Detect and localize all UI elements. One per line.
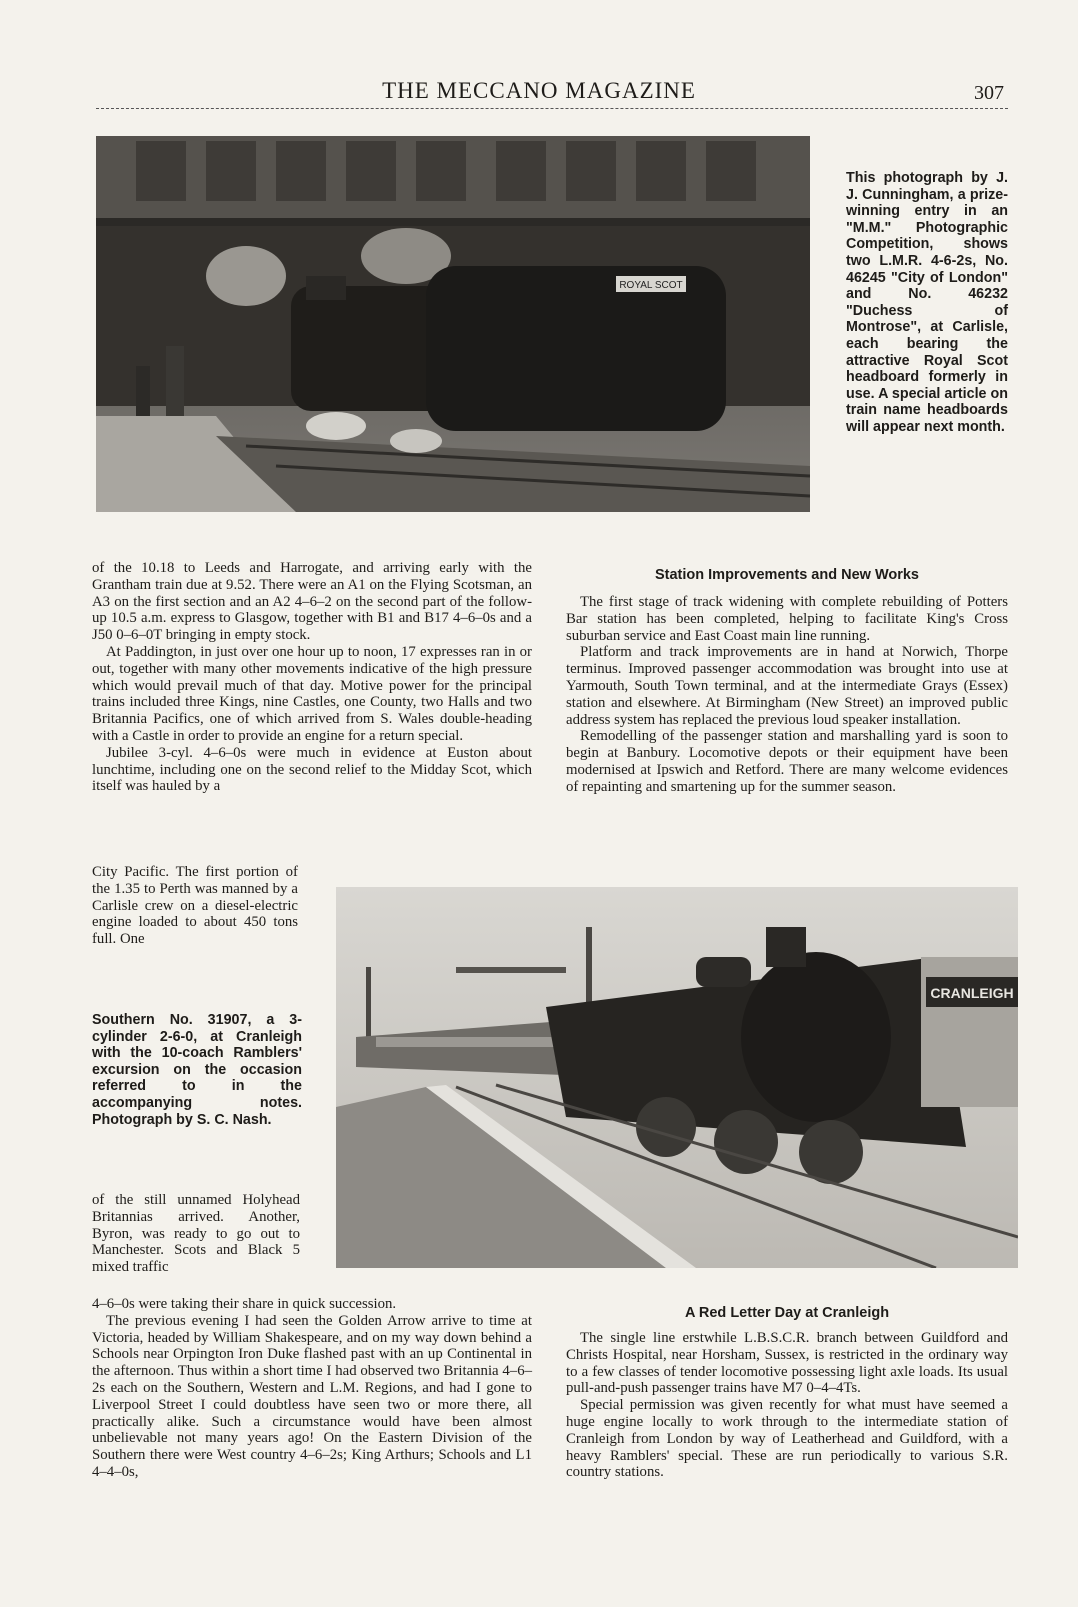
- station-paragraph: Platform and track improvements are in hand at Norwich, Thorpe terminus. Improved passenger accommodation was brought into use at Yarmouth, South Town terminal, and at the intermediate Grays (Essex) station and elsewhere. At Birmingham (New Street) an improved public address system has replaced the previous loud speaker installation.: [566, 644, 1008, 728]
- magazine-title: THE MECCANO MAGAZINE: [382, 78, 696, 103]
- cranleigh-body: [566, 1330, 1008, 1481]
- royal-scot-headboard: ROYAL SCOT: [619, 280, 683, 291]
- left-paragraph: Jubilee 3-cyl. 4–6–0s were much in evidence at Euston about lunchtime, including one on the second relief to the Midday Scot, which itself was hauled by a: [92, 744, 532, 795]
- station-improvements-heading: Station Improvements and New Works: [654, 567, 919, 583]
- station-paragraph: Remodelling of the passenger station and marshalling yard is soon to begin at Banbury. Locomotive depots or their equipment have been modernised at Ipswich and Retford. There are many welcome evidences of repainting and smartening up for the summer season.: [566, 728, 1008, 795]
- left-column-top: [92, 560, 532, 795]
- cranleigh-station-sign: CRANLEIGH: [930, 985, 1014, 1001]
- photo2-caption: Southern No. 31907, a 3-cylinder 2-6-0, at Cranleigh with the 10-coach Ramblers' excursion on the occasion referred to in the accompanying notes. Photograph by S. C. Nash.: [92, 1012, 302, 1128]
- photo1-caption: This photograph by J. J. Cunningham, a prize-winning entry in an "M.M." Photographic Competition, shows two L.M.R. 4-6-2s, No. 46245 "City of London" and No. 46232 "Duchess of Montrose", at Carlisle, each bearing the attractive Royal Scot headboard formerly in use. A special article on train name headboards will appear next month.: [846, 170, 1008, 435]
- left-narrow-2: [92, 1192, 300, 1276]
- left-paragraph: The previous evening I had seen the Golden Arrow arrive to time at Victoria, headed by William Shakespeare, and on my way down behind a Schools near Orpington Iron Duke flashed past with an up Continental in the afternoon. Thus within a short time I had observed two Britannia 4–6–2s each on the Southern, Western and L.M. Regions, and had I gone to Liverpool Street I could doubtless have seen two or more there, all practically alike. Such a circumstance would have been almost unbelievable not many years ago! On the Eastern Division of the Southern there were West country 4–6–2s; King Arthurs; Schools and L1 4–4–0s,: [92, 1312, 532, 1480]
- cranleigh-heading: A Red Letter Day at Cranleigh: [684, 1305, 890, 1321]
- header-rule: [96, 108, 1008, 109]
- left-paragraph: At Paddington, in just over one hour up to noon, 17 expresses ran in or out, together with many other movements indicative of the high pressure which would prevail much of that day. Motive power for the principal trains included three Kings, nine Castles, one County, two Halls and two Britannia Pacifics, one of which arrived from S. Wales double-heading with a Castle in order to provide an engine for a return special.: [92, 643, 532, 744]
- photo-cranleigh-illustration: [336, 887, 1018, 1268]
- left-narrow-text: of the still unnamed Holyhead Britannias arrived. Another, Byron, was ready to go out to Manchester. Scots and Black 5 mixed traffic: [92, 1192, 300, 1276]
- page-number: 307: [974, 82, 1004, 104]
- cranleigh-paragraph: Special permission was given recently for what must have seemed a huge engine locally to work through to the intermediate station of Cranleigh from London by way of Leatherhead and Guildford, with a heavy Ramblers' special. These are run periodically to various S.R. country stations.: [566, 1397, 1008, 1481]
- left-paragraph: of the 10.18 to Leeds and Harrogate, and arriving early with the Grantham train due at 9.52. There were an A1 on the Flying Scotsman, an A3 on the first section and an A2 4–6–2 on the second part of the follow-up 10.5 a.m. express to Glasgow, together with B1 and B17 4–6–0s and a J50 0–6–0T bringing in empty stock.: [92, 560, 532, 644]
- photo-cranleigh-train: [336, 887, 1018, 1268]
- left-narrow-text: City Pacific. The first portion of the 1.35 to Perth was manned by a Carlisle crew on a diesel-electric engine loaded to about 450 tons full. One: [92, 864, 298, 948]
- left-column-bottom: [92, 1296, 532, 1481]
- left-paragraph: 4–6–0s were taking their share in quick succession.: [92, 1296, 397, 1312]
- photo-carlisle-locomotives: [96, 136, 810, 512]
- photo-carlisle-illustration: [96, 136, 810, 512]
- station-improvements-body: [566, 594, 1008, 796]
- left-narrow-1: [92, 864, 298, 948]
- station-paragraph: The first stage of track widening with complete rebuilding of Potters Bar station has been completed, helping to facilitate King's Cross suburban service and East Coast main line running.: [566, 594, 1008, 644]
- cranleigh-paragraph: The single line erstwhile L.B.S.C.R. branch between Guildford and Christs Hospital, near Horsham, Sussex, is restricted in the ordinary way to a few classes of tender locomotive possessing light axle loads. Its usual pull-and-push passenger trains have M7 0–4–4Ts.: [566, 1330, 1008, 1397]
